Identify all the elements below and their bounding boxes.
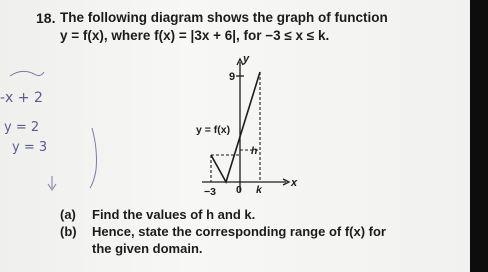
h-label: h	[251, 145, 258, 157]
scribble-mark	[10, 71, 44, 76]
y-tick-label: 9	[229, 71, 236, 83]
question-stem-line-2: y = f(x), where f(x) = |3x + 6|, for −3 ≤ x ≤ k.	[60, 28, 330, 43]
handwritten-note-2: y = 2	[4, 120, 40, 135]
part-a-text: Find the values of h and k.	[92, 207, 256, 222]
curve-label: y = f(x)	[196, 124, 231, 136]
part-b-text-cont: the given domain.	[92, 241, 203, 256]
question-stem-line-1: The following diagram shows the graph of function	[60, 10, 388, 25]
handwritten-note-1: -x + 2	[0, 90, 43, 106]
y-axis-label: y	[243, 53, 250, 65]
question-number: 18.	[36, 10, 56, 26]
part-a-label: (a)	[60, 207, 76, 222]
part-b-label: (b)	[60, 224, 77, 239]
x-axis-label: x	[291, 177, 298, 189]
part-b-text: Hence, state the corresponding range of f(x) for	[92, 224, 386, 239]
x-label-origin: 0	[236, 184, 242, 196]
handwritten-note-3: y = 3	[12, 140, 48, 155]
scribble-arrow	[48, 176, 56, 190]
x-label-k: k	[256, 184, 262, 196]
x-label-minus3: −3	[204, 186, 216, 198]
scribble-bracket	[90, 128, 97, 188]
